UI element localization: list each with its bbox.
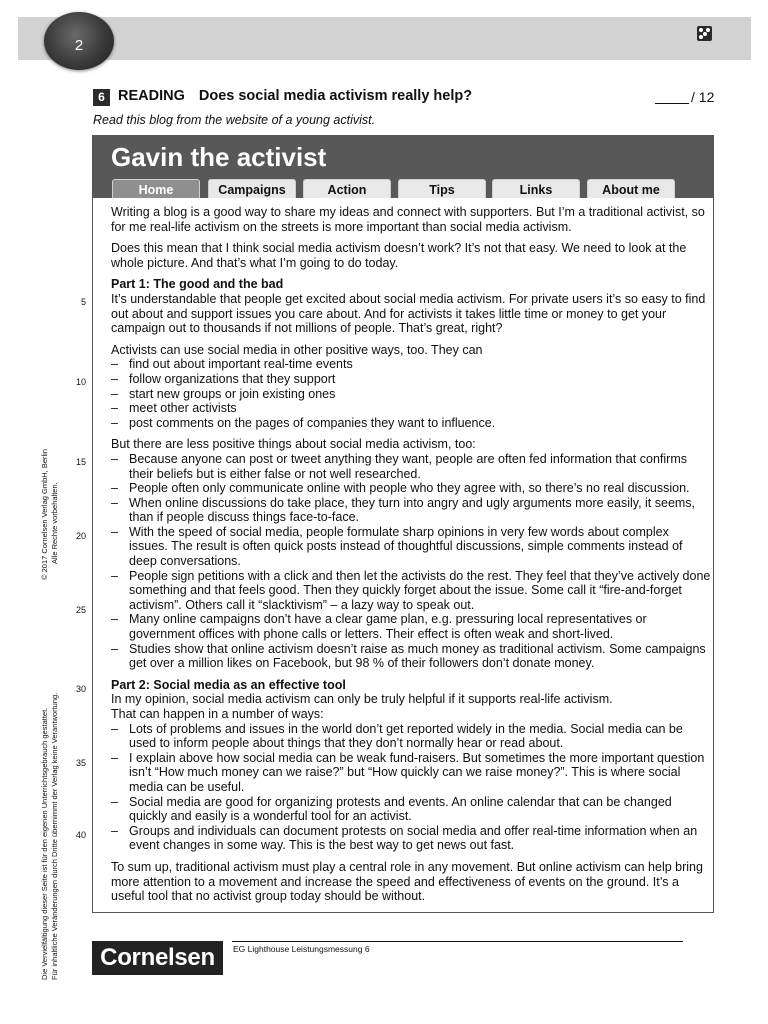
page-number: 2 (74, 37, 84, 54)
score-total: / 12 (691, 89, 715, 105)
copyright-note (40, 430, 60, 580)
list-item: – follow organizations that they support (111, 372, 711, 387)
blog-content (111, 205, 711, 911)
list-item: – Because anyone can post or tweet anything they want, people are often fed information that confirms their beliefs but is either false or not well researched. (111, 452, 711, 481)
blog-header (93, 136, 713, 198)
list-item: – I explain above how social media can be weak fund-raisers. But sometimes the more important question isn’t “How much money can we raise?” but “How quickly can we raise money?”. This is where social media can be useful. (111, 751, 711, 795)
footer-text: EG Lighthouse Leistungsmessung 6 (233, 944, 370, 954)
copyright-line: © 2017 Cornelsen Verlag GmbH, Berlin (40, 448, 49, 580)
list-item: – start new groups or join existing ones (111, 387, 711, 402)
nav-tab-links[interactable]: Links (492, 179, 580, 198)
score-field (655, 89, 714, 105)
line-number: 10 (75, 377, 86, 387)
header-bar (18, 17, 751, 60)
license-line: Für inhaltliche Veränderungen durch Dritte übernimmt der Verlag keine Verantwortung. (50, 692, 59, 980)
effective-list (111, 722, 711, 853)
list-item: – find out about important real-time events (111, 357, 711, 372)
license-note (40, 680, 60, 980)
negative-intro: But there are less positive things about social media activism, too: (111, 437, 476, 452)
nav-tab-about-me[interactable]: About me (587, 179, 675, 198)
list-item: – Studies show that online activism doesn’t raise as much money as traditional activism. Some campaigns get over a million likes on Facebook, but 98 % of their followers don’t donate money. (111, 642, 711, 671)
part1-paragraph: It’s understandable that people get excited about social media activism. For private users it’s so easy to find out about and support issues you care about. And for activists it takes little time or money to get your campaign out to thousands if not millions of people. That’s great, right? (111, 291, 706, 336)
part2-paragraph: In my opinion, social media activism can only be truly helpful if it supports real-life activism. (111, 692, 613, 707)
intro-paragraph: Writing a blog is a good way to share my ideas and connect with supporters. But I’m a traditional activist, so for me real-life activism on the streets is more important than social media activism. (111, 205, 705, 234)
list-item: – With the speed of social media, people formulate sharp opinions in very few words about complex issues. The result is often quick posts instead of thoughtful discussions, simple comments instead of deep conversations. (111, 525, 711, 569)
conclusion-paragraph: To sum up, traditional activism must play a central role in any movement. But online activism can help bring more attention to a movement and increase the speed and effectiveness of events on the ground. It’s a useful tool that no activist group today should be without. (111, 859, 703, 904)
list-item: – post comments on the pages of companies they want to influence. (111, 416, 711, 431)
part1-heading: Part 1: The good and the bad (111, 277, 284, 292)
task-heading: Does social media activism really help? (198, 88, 473, 104)
list-item: – Lots of problems and issues in the world don’t get reported widely in the media. Social media can be used to inform people about things that they don’t normally hear or read about. (111, 722, 711, 751)
intro-paragraph: Does this mean that I think social media activism doesn’t work? It’s not that easy. We need to look at the whole picture. And that’s what I’m going to do today. (111, 241, 687, 270)
score-blank[interactable] (655, 91, 689, 104)
footer-divider (232, 941, 683, 942)
dice-icon (697, 26, 712, 41)
line-number: 30 (75, 684, 86, 694)
line-number: 20 (75, 531, 86, 541)
license-line: Die Vervielfältigung dieser Seite ist für den eigenen Unterrichtsgebrauch gestattet. (40, 707, 49, 980)
list-item: – When online discussions do take place, they turn into angry and ugly arguments more easily, it seems, than if people discuss things face-to-face. (111, 496, 711, 525)
line-number: 40 (75, 830, 86, 840)
nav-tab-tips[interactable]: Tips (398, 179, 486, 198)
line-number: 25 (75, 605, 86, 615)
list-item: – People often only communicate online with people who they agree with, so there’s no real discussion. (111, 481, 711, 496)
nav-tab-action[interactable]: Action (303, 179, 391, 198)
line-number: 35 (75, 758, 86, 768)
task-number: 6 (93, 89, 110, 106)
cornelsen-logo: Cornelsen (92, 941, 223, 975)
list-item: – Social media are good for organizing protests and events. An online calendar that can be changed quickly and easily is a wonderful tool for an activist. (111, 795, 711, 824)
line-number: 15 (75, 457, 86, 467)
blog-title: Gavin the activist (111, 142, 327, 172)
nav-tab-campaigns[interactable]: Campaigns (208, 179, 296, 198)
list-item: – Many online campaigns don’t have a clear game plan, e.g. pressuring local representatives or government offices with phone calls or letters. Their effect is often weak and short-lived. (111, 612, 711, 641)
list-item: – meet other activists (111, 401, 711, 416)
task-section: READING (118, 88, 185, 104)
task-instruction: Read this blog from the website of a young activist. (93, 113, 376, 127)
positive-list (111, 357, 711, 430)
positive-intro: Activists can use social media in other positive ways, too. They can (111, 342, 483, 357)
blog-frame (92, 135, 714, 913)
line-number: 5 (80, 297, 86, 307)
task-title (118, 88, 472, 104)
negative-list (111, 452, 711, 671)
list-item: – Groups and individuals can document protests on social media and offer real-time information when an event changes in some way. This is the best way to get news out fast. (111, 824, 711, 853)
copyright-line: Alle Rechte vorbehalten. (50, 482, 59, 564)
part2-paragraph: That can happen in a number of ways: (111, 707, 324, 721)
part2-heading: Part 2: Social media as an effective tool (111, 677, 346, 692)
nav-tab-home[interactable]: Home (112, 179, 200, 198)
list-item: – People sign petitions with a click and then let the activists do the rest. They feel that they’ve actively done something and that feels good. Then they quickly forget about the issue. Some call it “fire-and-forget activism”. Others call it “slacktivism” – a lazy way to speak out. (111, 569, 711, 613)
